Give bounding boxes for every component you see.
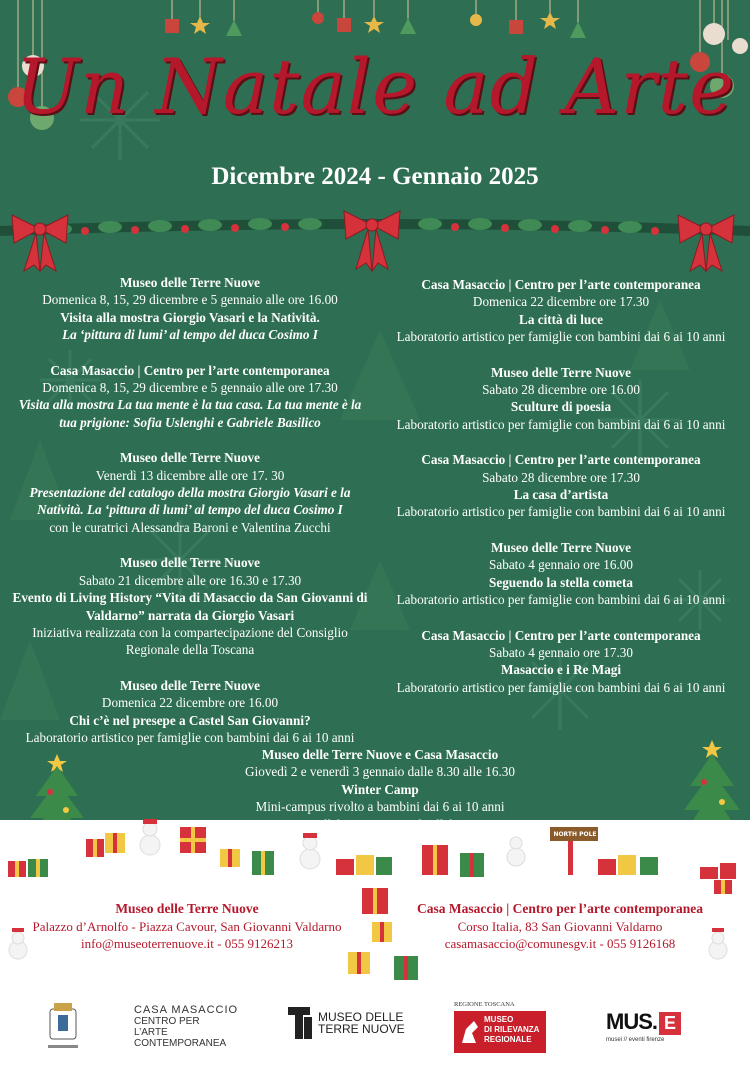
logo-line: MUSEO xyxy=(484,1015,514,1024)
north-pole-sign: NORTH POLE xyxy=(553,831,597,838)
event-title: Visita alla mostra Giorgio Vasari e la Natività. xyxy=(60,309,320,325)
pegasus-icon xyxy=(460,1017,480,1047)
event-venue: Casa Masaccio | Centro per l’arte contemporanea xyxy=(421,452,701,468)
logo-line: L’ARTE xyxy=(134,1027,168,1038)
footer-contact: casamasaccio@comunesgv.it - 055 9126168 xyxy=(444,936,676,951)
footer-address: Palazzo d’Arnolfo - Piazza Cavour, San Giovanni Valdarno xyxy=(32,918,342,934)
event-venue: Museo delle Terre Nuove xyxy=(490,364,632,380)
event-title: Seguendo la stella cometa xyxy=(489,574,633,590)
footer-venue-name: Casa Masaccio | Centro per l’arte contemporanea xyxy=(417,901,703,916)
logo-line: DI RILEVANZA xyxy=(484,1025,540,1034)
logo-line: TERRE NUOVE xyxy=(318,1022,405,1036)
footer-contact: info@museoterrenuove.it - 055 9126213 xyxy=(81,936,293,951)
event-note: Laboratorio artistico per famiglie con bambini dai 6 ai 10 anni xyxy=(396,416,726,432)
regione-toscana-logo xyxy=(454,1001,546,1053)
event-title: La città di luce xyxy=(519,311,603,327)
casa-masaccio-logo xyxy=(134,1005,238,1049)
event-title: Sculture di poesia xyxy=(510,399,612,415)
event-when: Domenica 22 dicembre ore 16.00 xyxy=(101,695,279,711)
logo-letter: E xyxy=(659,1012,681,1035)
poster-title: Un Natale ad Arte xyxy=(14,42,736,131)
holly-garland xyxy=(0,205,750,275)
logo-line: CONTEMPORANEA xyxy=(134,1038,227,1049)
event-item xyxy=(380,451,742,521)
event-item xyxy=(380,364,742,434)
event-venue: Museo delle Terre Nuove xyxy=(119,275,261,290)
footer-address: Corso Italia, 83 San Giovanni Valdarno xyxy=(457,918,663,934)
event-note: Laboratorio artistico per famiglie con bambini dai 6 ai 10 anni xyxy=(396,592,726,608)
logo-text: MUS. xyxy=(606,1009,657,1034)
event-venue: Museo delle Terre Nuove xyxy=(490,539,632,555)
partner-logos xyxy=(0,995,750,1060)
event-note: Iniziativa realizzata con la compartecipazione del Consiglio Regionale della Toscana xyxy=(32,624,348,658)
event-when: Domenica 8, 15, 29 dicembre e 5 gennaio alle ore 16.00 xyxy=(42,292,338,308)
event-when: Sabato 21 dicembre alle ore 16.30 e 17.30 xyxy=(78,572,302,588)
event-note: Laboratorio artistico per famiglie con bambini dai 6 ai 10 anni xyxy=(396,504,726,520)
museo-terre-nuove-logo xyxy=(318,1011,405,1035)
event-venue: Casa Masaccio | Centro per l’arte contemporanea xyxy=(50,362,330,378)
footer-decorations xyxy=(0,880,750,990)
mus-e-logo xyxy=(606,1009,681,1043)
logo-line: REGIONALE xyxy=(484,1035,532,1044)
event-title: Chi c’è nel presepe a Castel San Giovanni? xyxy=(69,712,311,728)
event-when: Domenica 22 dicembre ore 17.30 xyxy=(472,294,650,310)
logo-line: MUSEO DELLE xyxy=(318,1010,404,1024)
event-title: Presentazione del catalogo della mostra Giorgio Vasari e la Natività. La ‘pittura di lumi’ al tempo del duca Cosimo I xyxy=(29,485,351,518)
event-title: La casa d’artista xyxy=(513,487,609,503)
event-note: Laboratorio artistico per famiglie con bambini dai 6 ai 10 anni xyxy=(396,329,726,345)
event-item xyxy=(380,276,742,346)
left-events-column xyxy=(10,274,370,764)
event-when: Sabato 4 gennaio ore 17.30 xyxy=(489,644,633,660)
event-when: Sabato 4 gennaio ore 16.00 xyxy=(489,557,633,573)
event-when: Domenica 8, 15, 29 dicembre e 5 gennaio alle ore 17.30 xyxy=(42,380,338,396)
event-title: Masaccio e i Re Magi xyxy=(500,662,622,678)
event-venue: Museo delle Terre Nuove xyxy=(119,555,261,571)
event-venue: Museo delle Terre Nuove e Casa Masaccio xyxy=(261,747,499,762)
event-note: Laboratorio artistico per famiglie con bambini dai 6 ai 10 anni xyxy=(25,729,355,745)
footer-venue-name: Museo delle Terre Nuove xyxy=(115,901,259,916)
event-item xyxy=(380,627,742,697)
event-venue: Casa Masaccio | Centro per l’arte contemporanea xyxy=(421,627,701,643)
gift-row xyxy=(0,815,750,885)
event-title: Evento di Living History “Vita di Masaccio da San Giovanni di Valdarno” narrata da Giorgio Vasari xyxy=(12,590,368,623)
event-item xyxy=(10,362,370,432)
logo-line: CASA MASACCIO xyxy=(134,1004,239,1016)
event-venue: Casa Masaccio | Centro per l’arte contemporanea xyxy=(421,277,701,292)
event-item xyxy=(10,274,370,344)
poster-subtitle: Dicembre 2024 - Gennaio 2025 xyxy=(211,163,539,190)
event-title: Winter Camp xyxy=(341,781,419,797)
event-note: Laboratorio artistico per famiglie con bambini dai 6 ai 10 anni xyxy=(396,679,726,695)
event-when: Venerdì 13 dicembre alle ore 17. 30 xyxy=(95,467,285,483)
logo-tagline: musei // eventi firenze xyxy=(606,1037,665,1043)
event-note: Mini-campus rivolto a bambini dai 6 ai 10 anni xyxy=(255,799,505,815)
logo-line: CENTRO PER xyxy=(134,1016,200,1027)
event-when: Giovedì 2 e venerdì 3 gennaio dalle 8.30 alle 16.30 xyxy=(245,764,515,780)
event-venue: Museo delle Terre Nuove xyxy=(119,450,261,466)
event-when: Sabato 28 dicembre ore 16.00 xyxy=(482,382,640,398)
event-item xyxy=(10,677,370,747)
event-item xyxy=(10,449,370,536)
event-when: Sabato 28 dicembre ore 17.30 xyxy=(482,469,640,485)
logo-line: REGIONE TOSCANA xyxy=(454,1001,515,1008)
event-item xyxy=(380,539,742,609)
event-title-cont: La ‘pittura di lumi’ al tempo del duca Cosimo I xyxy=(62,327,318,343)
municipality-crest-icon xyxy=(46,999,80,1053)
museo-terre-nuove-mark-icon xyxy=(288,1007,314,1041)
right-events-column xyxy=(380,276,742,714)
event-item xyxy=(10,554,370,658)
event-title: Visita alla mostra La tua mente è la tua casa. La tua mente è la tua prigione: Sofia Uslenghi e Gabriele Basilico xyxy=(18,397,362,430)
event-note: con le curatrici Alessandra Baroni e Valentina Zucchi xyxy=(49,519,331,535)
event-venue: Museo delle Terre Nuove xyxy=(119,677,261,693)
